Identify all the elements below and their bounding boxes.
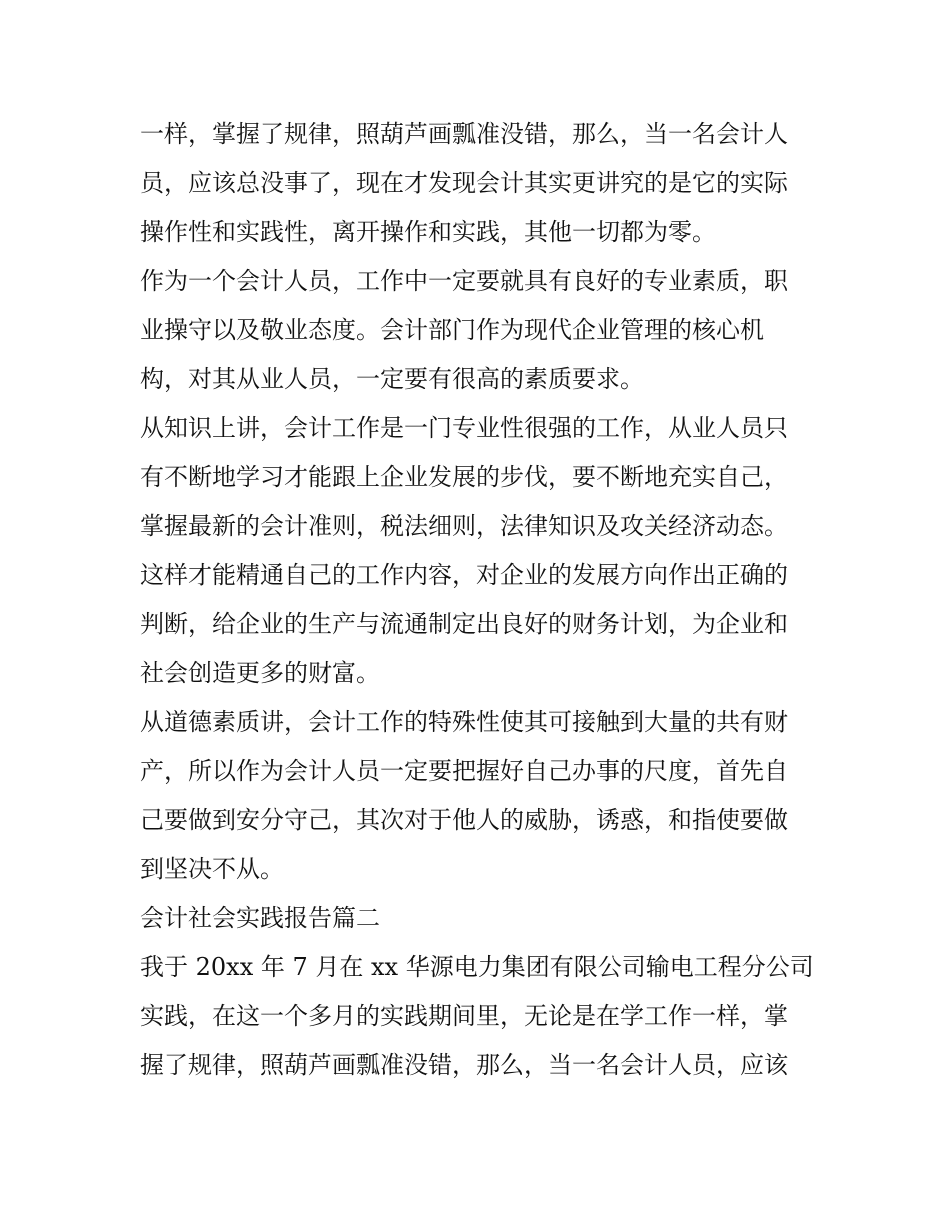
- document-body: [140, 110, 820, 1090]
- text-line: 我于 20xx 年 7 月在 xx 华源电力集团有限公司输电工程分公司: [140, 953, 814, 981]
- text-line: 己要做到安分守己，其次对于他人的威胁，诱惑，和指使要做: [140, 806, 788, 834]
- text-line: 掌握最新的会计准则，税法细则，法律知识及攻关经济动态。: [140, 512, 788, 540]
- text-line: 员，应该总没事了，现在才发现会计其实更讲究的是它的实际: [140, 169, 788, 197]
- text-line: 实践，在这一个多月的实践期间里，无论是在学工作一样，掌: [140, 1002, 788, 1030]
- text-line: 业操守以及敬业态度。会计部门作为现代企业管理的核心机: [140, 316, 764, 344]
- text-line: 这样才能精通自己的工作内容，对企业的发展方向作出正确的: [140, 561, 788, 589]
- text-line: 构，对其从业人员，一定要有很高的素质要求。: [140, 365, 644, 393]
- text-line: 握了规律，照葫芦画瓢准没错，那么，当一名会计人员，应该: [140, 1051, 788, 1079]
- text-line: 从道德素质讲，会计工作的特殊性使其可接触到大量的共有财: [140, 708, 788, 736]
- text-line: 判断，给企业的生产与流通制定出良好的财务计划，为企业和: [140, 610, 788, 638]
- text-line: 操作性和实践性，离开操作和实践，其他一切都为零。: [140, 218, 716, 246]
- text-line: 有不断地学习才能跟上企业发展的步伐，要不断地充实自己，: [140, 463, 788, 491]
- text-line: 从知识上讲，会计工作是一门专业性很强的工作，从业人员只: [140, 414, 788, 442]
- text-line: 一样，掌握了规律，照葫芦画瓢准没错，那么，当一名会计人: [140, 120, 788, 148]
- text-line: 作为一个会计人员，工作中一定要就具有良好的专业素质，职: [140, 267, 788, 295]
- text-line: 产，所以作为会计人员一定要把握好自己办事的尺度，首先自: [140, 757, 788, 785]
- text-line: 社会创造更多的财富。: [140, 659, 380, 687]
- text-line: 到坚决不从。: [140, 855, 284, 883]
- section-heading: 会计社会实践报告篇二: [140, 904, 380, 932]
